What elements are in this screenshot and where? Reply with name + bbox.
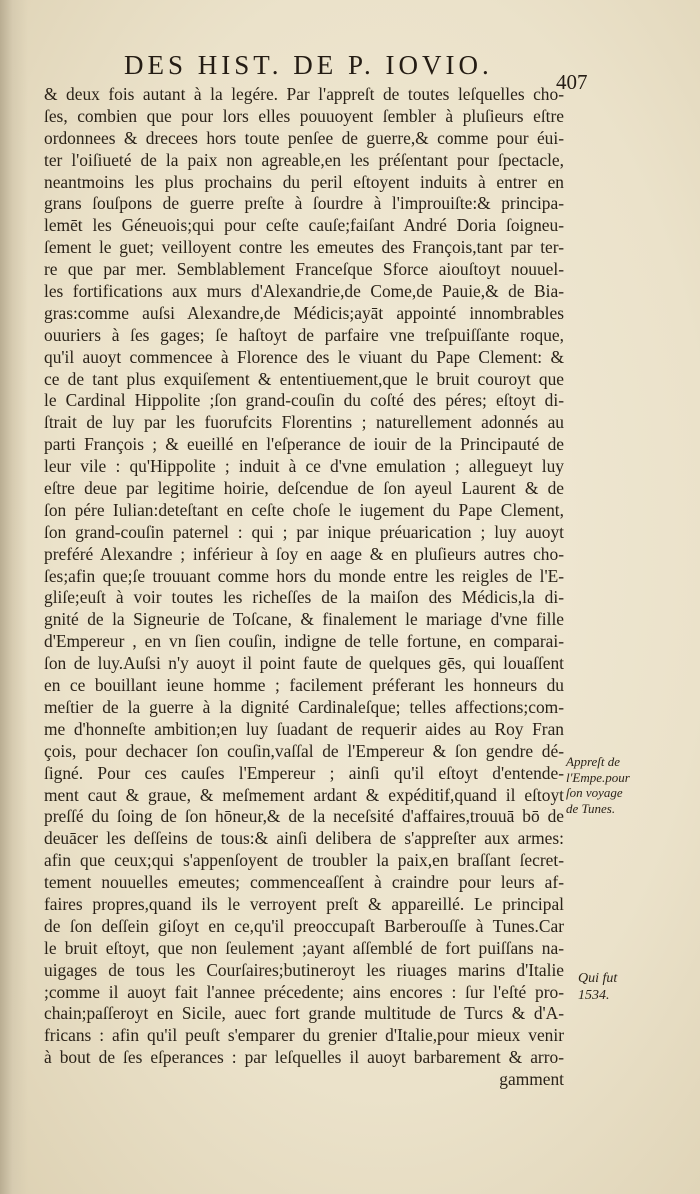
text-line: re que par mer. Semblablement Franceſque Sforce aiouſtoyt nouuel- [44,259,564,280]
text-line: les fortifications aux murs d'Alexandrie,de Come,de Pauie,& de Bia- [44,281,564,302]
text-line: ſes;afin que;ſe trouuant comme hors du monde entre les reigles de l'E- [44,565,564,586]
text-line: ſtrait de luy par les fuorufcits Florentins ; naturellement adonnés au [44,412,564,433]
body-text [44,84,564,1091]
text-line: çois, pour dechacer ſon couſin,vaſſal de l'Empereur & ſon gendre dé- [44,740,564,761]
text-line: tement nouuelles emeutes; commenceaſſent à craindre pour leurs af- [44,872,564,893]
text-line: ouuriers à ſes gages; ſe haſtoyt de parfaire vne treſpuiſſante roque, [44,324,564,345]
text-line: ment caut & graue, & meſmement ardant & expéditif,quand il eſtoyt [44,784,564,805]
text-line: neantmoins les plus prochains du peril eſtoyent induits à entrer en [44,171,564,192]
text-line: ſement le guet; veilloyent contre les emeutes des François,tant par ter- [44,237,564,258]
marginal-note-line: ſon voyage [566,785,623,800]
marginal-note-year [578,970,617,1004]
text-line: ſon grand-couſin paternel : qui ; par inique préuarication ; luy auoyt [44,521,564,542]
text-line: ;comme il auoyt fait l'annee précedente; ains encores : ſur l'eſté pro- [44,981,564,1002]
text-line: ſes, combien que pour lors elles pouuoyent ſembler à pluſieurs eſtre [44,105,564,126]
running-title: DES HIST. DE P. IOVIO. [124,50,493,80]
text-line: gamment [499,1069,564,1090]
marginal-note-voyage [566,754,630,816]
text-line: ſigné. Pour ces cauſes l'Empereur ; ainſi qu'il eſtoyt d'entende- [44,762,564,783]
text-line: ce de tant plus exquiſement & ententiuement,que le bruit couroyt que [44,368,564,389]
text-line: fricans : afin qu'il peuſt s'emparer du grenier d'Italie,pour mieux venir [44,1025,564,1046]
text-line: preféré Alexandre ; inférieur à ſoy en aage & en pluſieurs autres cho- [44,543,564,564]
text-line: parti François ; & eueillé en l'eſperance de iouir de la Principauté de [44,434,564,455]
text-line: & deux fois autant à la legére. Par l'appreſt de toutes leſquelles cho- [44,84,564,104]
text-line: ſon de luy.Auſsi n'y auoyt il point faute de quelques gēs, qui louaſſent [44,653,564,674]
text-line: ter l'oiſiueté de la paix non agreable,en les préſentant pour ſpectacle, [44,149,564,170]
text-line: eſtre deue par legitime hoirie, deſcendue de ſon ayeul Laurent & de [44,478,564,499]
text-line: le Cardinal Hippolite ;ſon grand-couſin du coſté des péres; eſtoyt di- [44,390,564,411]
text-line: faires propres,quand ils le verroyent preſt & appareillé. Le principal [44,893,564,914]
marginal-note-line: l'Empe.pour [566,769,630,785]
marginal-note-line: Appreſt de [566,754,621,769]
text-line: preſſé du ſoing de ſon hōneur,& de la neceſsité d'affaires,trouuā bō de [44,806,564,827]
text-line: ordonnees & drecees hors toute penſee de guerre,& comme pour éui- [44,127,564,148]
text-line: gras:comme auſsi Alexandre,de Médicis;ayāt appointé innombrables [44,302,564,323]
text-line: gnité de la Signeurie de Toſcane, & finalement le mariage d'vne fille [44,609,564,630]
text-line: meſtier de la guerre à la dignité Cardinaleſque; telles affections;com- [44,696,564,717]
marginal-note-line: 1534. [578,988,610,1003]
text-line: de ſon deſſein giſoyt en ce,qu'il preoccupaſt Barberouſſe à Tunes.Car [44,915,564,936]
text-line: me d'honneſte ambition;en luy ſuadant de requerir aides au Roy Fran [44,718,564,739]
text-line: gliſe;euſt à voir toutes les richeſſes de la maiſon des Médicis,la di- [44,587,564,608]
text-line: d'Empereur , en vn ſien couſin, indigne de telle fortune, en comparai- [44,631,564,652]
text-line: ſon pére Iulian:deteſtant en ceſte choſe le iugement du Pape Clement, [44,499,564,520]
text-line: uigages de tous les Courſaires;butineroyt les riuages marins d'Italie [44,959,564,980]
marginal-note-line: de Tunes. [566,800,616,816]
page-number: 407 [556,70,588,94]
text-line: leur vile : qu'Hippolite ; induit à ce d'vne emulation ; allegueyt luy [44,456,564,477]
text-line: qu'il auoyt commencee à Florence des le viuant du Pape Clement: & [44,346,564,367]
page-gutter-shadow [0,0,28,1194]
text-line: chain;paſſeroyt en Sicile, auec fort grande multitude de Turcs & d'A- [44,1003,564,1024]
text-line: le bruit eſtoyt, que non ſeulement ;ayant aſſemblé de fort puiſſans na- [44,937,564,958]
text-line: à bout de ſes eſperances : par leſquelles il auoyt barbarement & arro- [44,1047,564,1068]
text-line: grans ſouſpons de guerre preſte à ſourdre à l'improuiſte:& principa- [44,193,564,214]
text-line: en ce bouillant ieune homme ; facilement préferant les honneurs du [44,675,564,696]
text-line: lemēt les Géneuois;qui pour ceſte cauſe;faiſant André Doria ſoigneu- [44,215,564,236]
text-line: deuācer les deſſeins de tous:& ainſi delibera de s'appreſter aux armes: [44,828,564,849]
marginal-note-line: Qui fut [578,971,618,986]
text-line: afin que ceux;qui s'appenſoyent de troubler la paix,en braſſant ſecret- [44,850,564,871]
